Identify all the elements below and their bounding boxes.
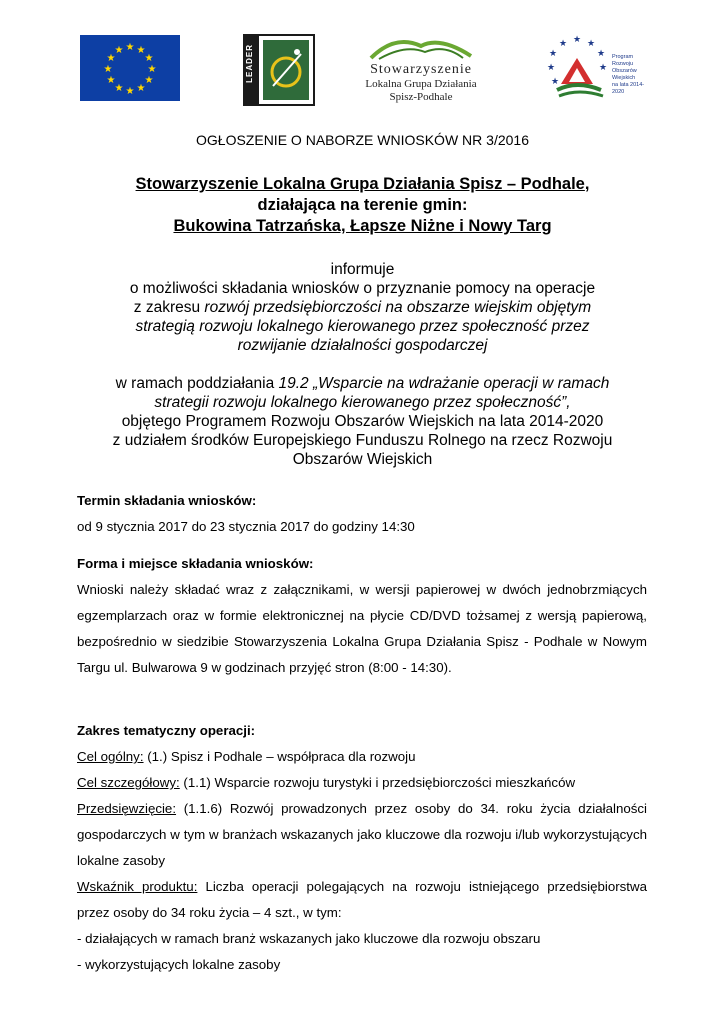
logo-bar [0,30,725,110]
svg-text:★: ★ [546,63,556,73]
svg-text:★: ★ [572,35,582,45]
svg-text:★: ★ [125,42,135,53]
mountains-icon [365,32,477,60]
svg-text:★: ★ [114,83,124,94]
inform-block: informuje o możliwości składania wniosków o przyznanie pomocy na operacje z zakresu rozwój przedsiębiorczości na obszarze wiejskim objętym strategią rozwoju lokalnego kierowanego przez społeczność przez rozwijanie działalności gospodarczej w ramach poddziałania 19.2 „Wsparcie na wdrażanie operacji w ramach strategii rozwoju lokalnego kierowanego przez społeczność”, objętego Programem Rozwoju Obszarów Wiejskich na lata 2014-2020 z udziałem środków Europejskiego Funduszu Rolnego na rzecz Rozwoju Obszarów Wiejskich [112,261,613,468]
scope-heading: Zakres tematyczny operacji: [77,723,256,738]
lgd-line1: Stowarzyszenie [370,62,472,77]
leader-logo [243,34,315,106]
svg-text:★: ★ [558,39,568,49]
eu-flag-icon [80,35,180,101]
form-text: Wnioski należy składać wraz z załącznikami, w wersji papierowej w dwóch jednobrzmiących egzemplarzach oraz w formie elektronicznej na płycie CD/DVD tożsamej z wersją papierową, bezpośrednio w siedzibie Stowarzyszenia Lokalna Grupa Działania Spisz - Podhale w Nowym Targu ul. Bulwarowa 9 w godzinach przyjęć stron (8:00 - 14:30). [77,582,647,675]
deadline-text: od 9 stycznia 2017 do 23 stycznia 2017 do godziny 14:30 [77,519,415,534]
lgd-line2: Lokalna Grupa Działania [365,78,477,90]
svg-text:★: ★ [106,75,116,86]
svg-text:★: ★ [596,49,606,59]
form-heading: Forma i miejsce składania wniosków: [77,556,314,571]
org-area: działająca na terenie gmin: [257,196,468,214]
svg-text:★: ★ [550,77,560,87]
announcement-title: OGŁOSZENIE O NABORZE WNIOSKÓW NR 3/2016 [196,132,529,148]
svg-text:★: ★ [114,45,124,56]
svg-text:★: ★ [103,64,113,75]
svg-text:★: ★ [136,45,146,56]
svg-text:★: ★ [144,53,154,64]
leader-label: LEADER [245,44,254,83]
svg-text:★: ★ [106,53,116,64]
prow-emblem-icon [543,32,611,104]
svg-text:★: ★ [586,39,596,49]
scope-bullet-1: - działających w ramach branż wskazanych jako kluczowe dla rozwoju obszaru [77,931,541,946]
org-name: Stowarzyszenie Lokalna Grupa Działania Spisz – Podhale [135,175,585,193]
prow-logo [543,32,653,112]
scope-specific: Cel szczegółowy: (1.1) Wsparcie rozwoju turystyki i przedsiębiorczości mieszkańców [77,775,576,790]
scope-indicator: Wskaźnik produktu: Liczba operacji polegających na rozwoju istniejącego przedsiębiorstwa przez osoby do 34 roku życia – 4 szt., w tym: [77,879,647,920]
form-section [77,551,647,681]
org-municipalities: Bukowina Tatrzańska, Łapsze Niżne i Nowy Targ [173,217,552,235]
deadline-section [77,488,647,540]
svg-text:★: ★ [125,86,135,97]
scope-undertaking: Przedsięwzięcie: (1.1.6) Rozwój prowadzonych przez osoby do 34. roku życia działalności gospodarczych w tym w branżach wskazanych jako kluczowe dla rozwoju i/lub wykorzystujących lokalne zasoby [77,801,647,868]
lgd-line3: Spisz-Podhale [389,91,453,103]
svg-text:★: ★ [147,64,157,75]
scope-bullet-2: - wykorzystujących lokalne zasoby [77,957,281,972]
scope-section [77,718,647,978]
svg-text:★: ★ [136,83,146,94]
scope-goal: Cel ogólny: (1.) Spisz i Podhale – współpraca dla rozwoju [77,749,416,764]
lgd-logo [365,32,477,112]
svg-text:★: ★ [598,63,608,73]
svg-text:★: ★ [548,49,558,59]
organization-heading: Stowarzyszenie Lokalna Grupa Działania Spisz – Podhale, działająca na terenie gmin: Bukowina Tatrzańska, Łapsze Niżne i Nowy Targ [0,174,725,237]
svg-text:★: ★ [144,75,154,86]
prow-text: Program Rozwoju Obszarów Wiejskich na lata 2014-2020 [612,54,645,95]
deadline-heading: Termin składania wniosków: [77,493,257,508]
